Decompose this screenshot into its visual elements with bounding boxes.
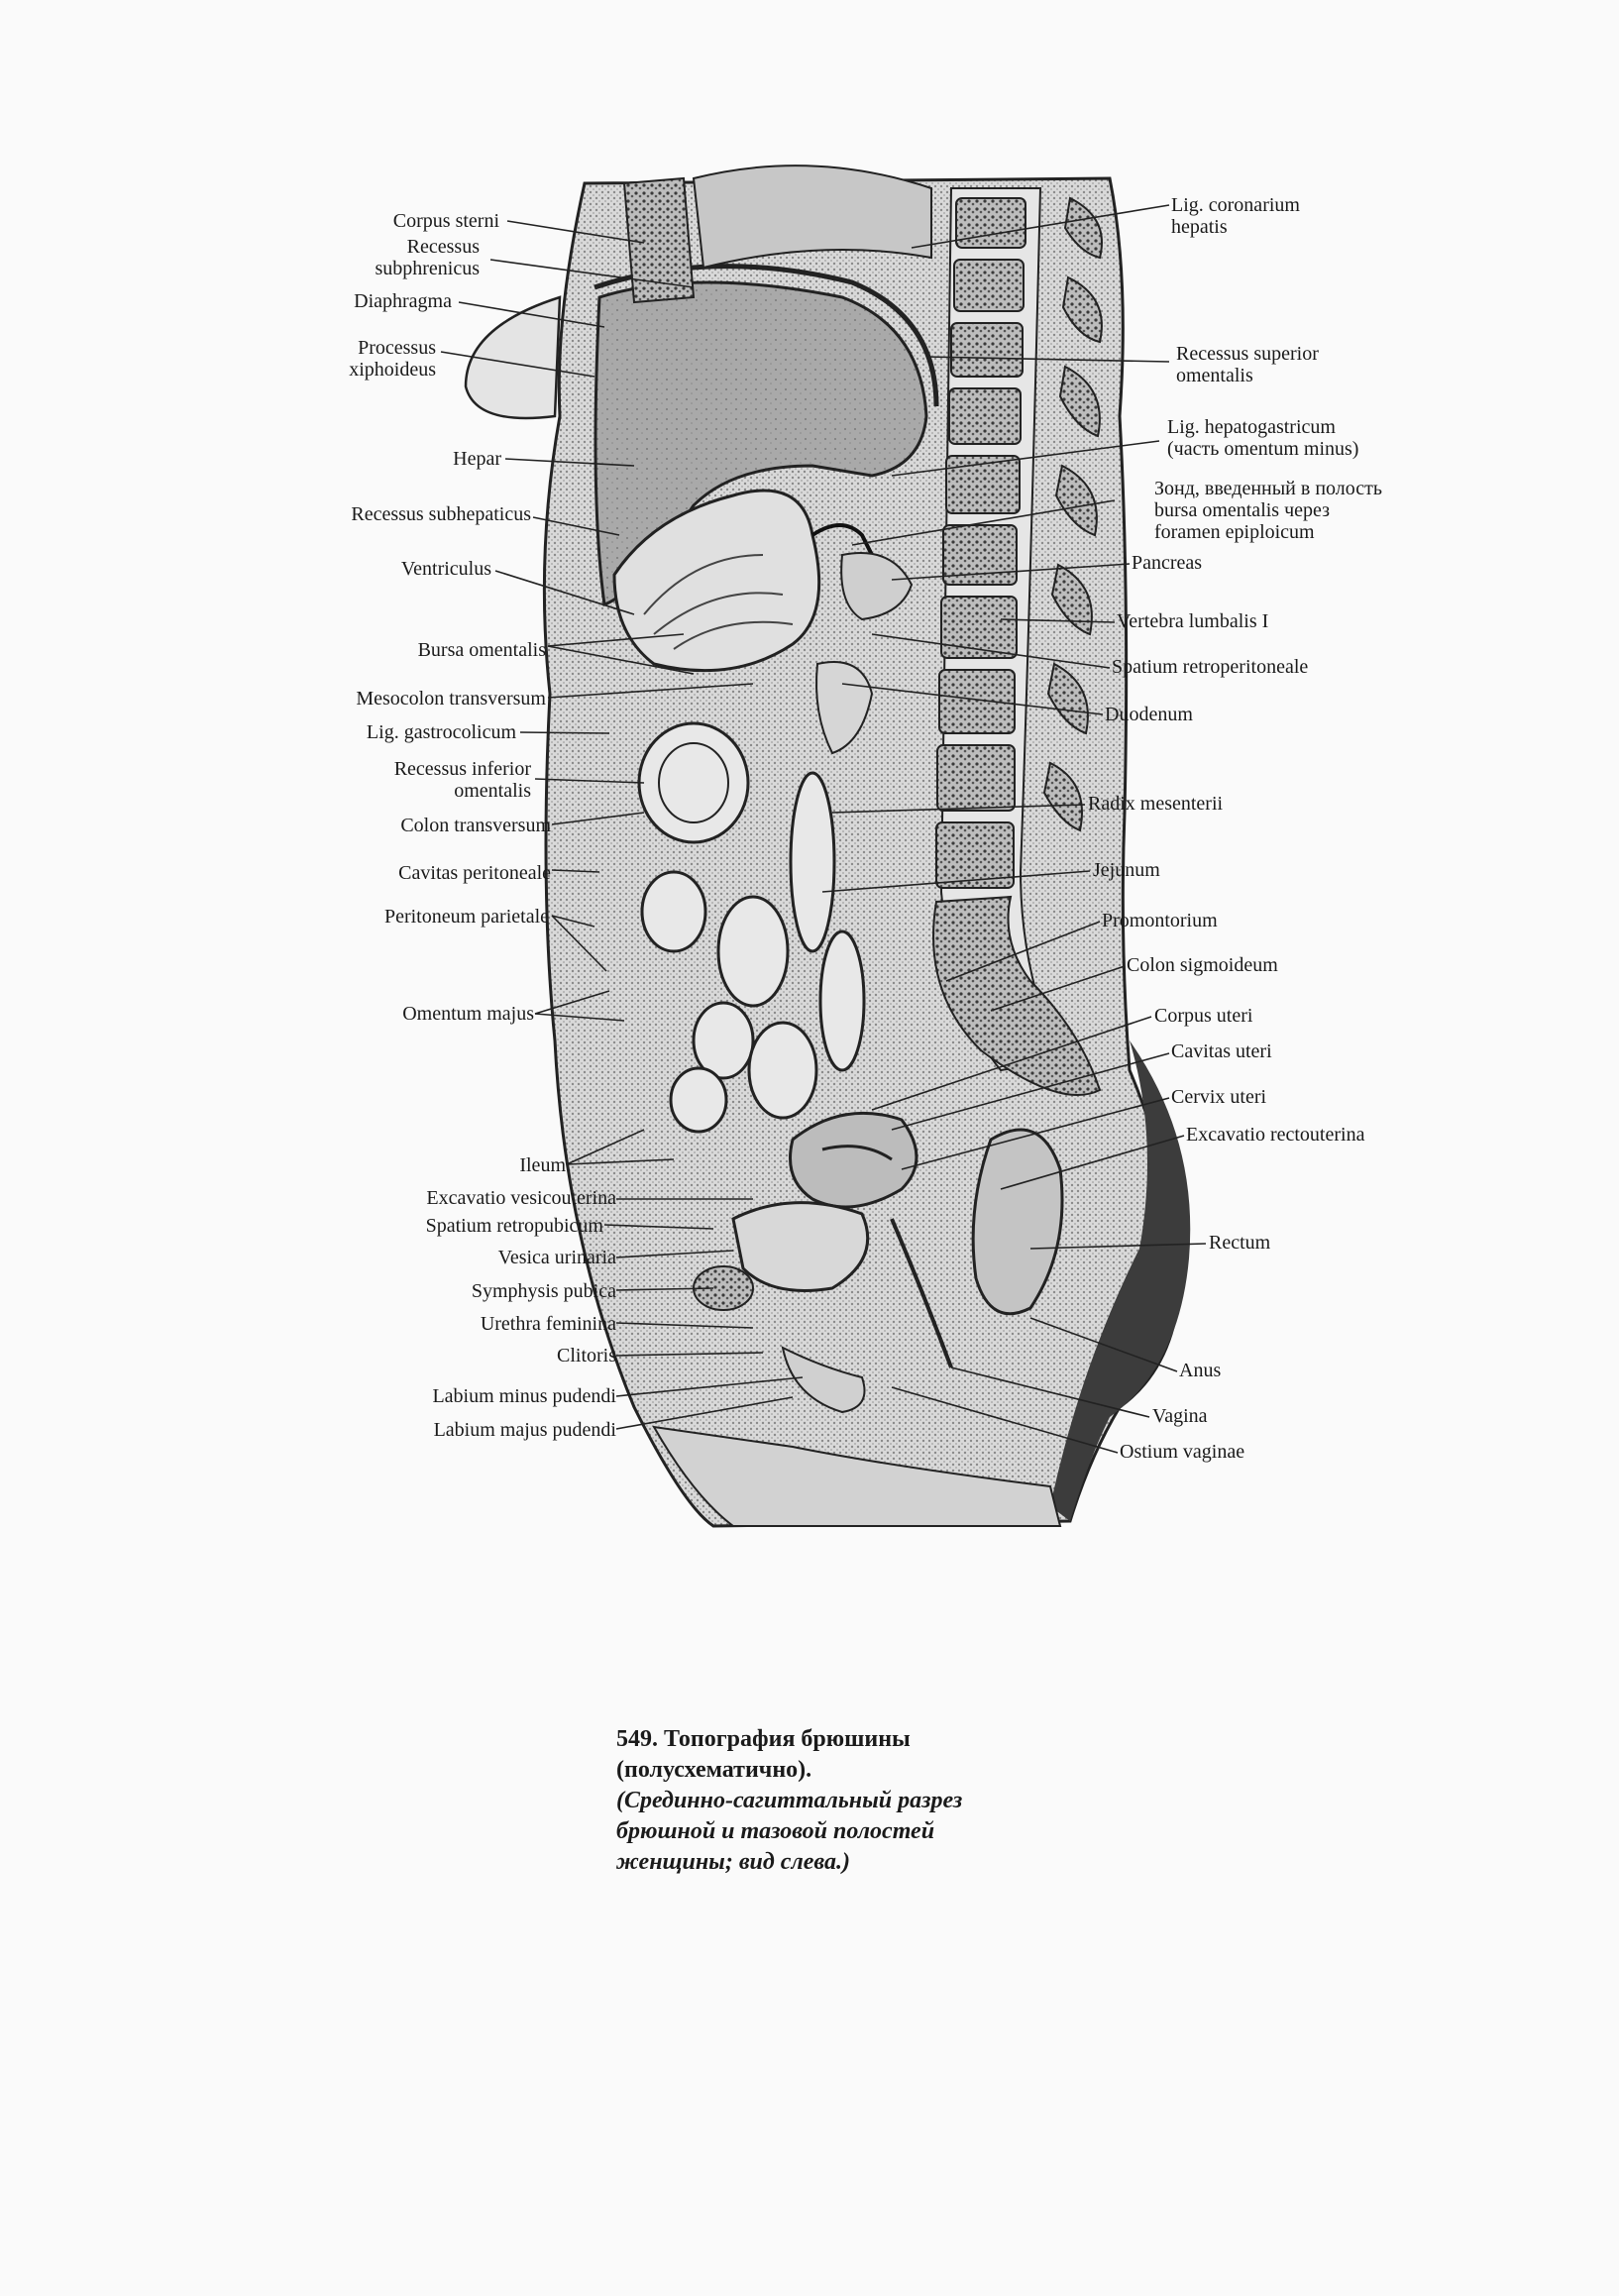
label-recessus-superior-omentalis: Recessus superior omentalis [1176, 343, 1319, 386]
label-vesica-urinaria: Vesica urinaria [497, 1247, 616, 1268]
label-recessus-subphrenicus: Recessus subphrenicus [375, 236, 480, 279]
label-rectum: Rectum [1209, 1232, 1271, 1254]
label-ileum: Ileum [519, 1154, 566, 1176]
label-symphysis-pubica: Symphysis pubica [471, 1280, 616, 1302]
label-hepar: Hepar [453, 448, 501, 470]
label-recessus-subhepaticus: Recessus subhepaticus [351, 503, 531, 525]
label-vertebra-lumbalis-i: Vertebra lumbalis I [1117, 610, 1269, 632]
label-corpus-uteri: Corpus uteri [1154, 1005, 1253, 1027]
label-spatium-retroperitoneale: Spatium retroperitoneale [1112, 656, 1309, 678]
label-spatium-retropubicum: Spatium retropubicum [425, 1215, 603, 1237]
label-urethra-feminina: Urethra feminina [480, 1313, 616, 1335]
label-zond-probe: Зонд, введенный в полость bursa omentalis через foramen epiploicum [1154, 478, 1382, 543]
label-cavitas-peritoneale: Cavitas peritoneale [398, 862, 551, 884]
label-anus: Anus [1179, 1360, 1222, 1381]
caption-title: 549. Топография брюшины (полусхематично). [616, 1726, 911, 1783]
label-bursa-omentalis: Bursa omentalis [417, 639, 546, 661]
label-excavatio-vesicouterina: Excavatio vesicouterina [426, 1187, 616, 1209]
label-lig-hepatogastricum: Lig. hepatogastricum (часть omentum minus) [1167, 416, 1359, 460]
label-mesocolon-transversum: Mesocolon transversum [356, 688, 546, 710]
label-clitoris: Clitoris [556, 1345, 616, 1367]
label-duodenum: Duodenum [1105, 704, 1193, 725]
label-labium-majus-pudendi: Labium majus pudendi [433, 1419, 616, 1441]
label-lig-gastrocolicum: Lig. gastrocolicum [366, 721, 516, 743]
label-processus-xiphoideus: Processus xiphoideus [349, 337, 436, 381]
label-recessus-inferior-omentalis: Recessus inferior omentalis [393, 758, 531, 802]
label-labium-minus-pudendi: Labium minus pudendi [432, 1385, 616, 1407]
label-omentum-majus: Omentum majus [402, 1003, 534, 1025]
label-cervix-uteri: Cervix uteri [1171, 1086, 1267, 1108]
label-radix-mesenterii: Radix mesenterii [1088, 793, 1224, 815]
label-colon-transversum: Colon transversum [400, 815, 551, 836]
label-promontorium: Promontorium [1102, 910, 1218, 931]
figure-caption [616, 1724, 1132, 1878]
label-excavatio-rectouterina: Excavatio rectouterina [1186, 1124, 1365, 1146]
label-pancreas: Pancreas [1132, 552, 1203, 574]
label-ventriculus: Ventriculus [400, 558, 491, 580]
label-cavitas-uteri: Cavitas uteri [1171, 1040, 1272, 1062]
label-ostium-vaginae: Ostium vaginae [1120, 1441, 1245, 1463]
label-peritoneum-parietale: Peritoneum parietale [383, 906, 549, 928]
label-diaphragma: Diaphragma [354, 290, 452, 312]
label-corpus-sterni: Corpus sterni [392, 210, 499, 232]
label-lig-coronarium-hepatis: Lig. coronarium hepatis [1171, 194, 1300, 238]
label-vagina: Vagina [1152, 1405, 1208, 1427]
label-jejunum: Jejunum [1093, 859, 1160, 881]
label-colon-sigmoideum: Colon sigmoideum [1127, 954, 1278, 976]
caption-subtitle: (Срединно-сагиттальный разрез брюшной и тазовой полостей женщины; вид слева.) [616, 1788, 963, 1875]
